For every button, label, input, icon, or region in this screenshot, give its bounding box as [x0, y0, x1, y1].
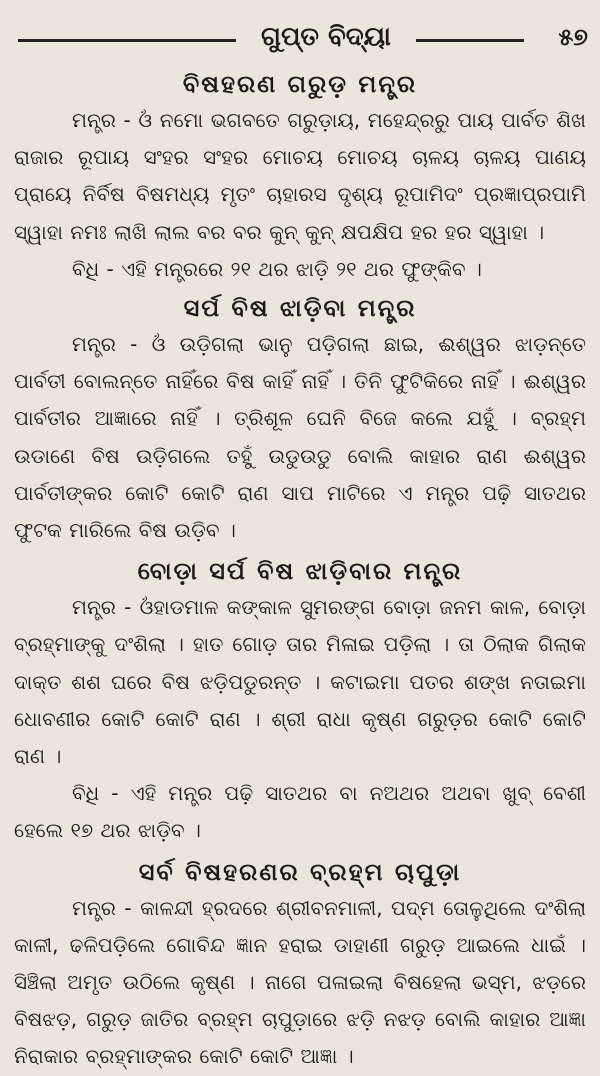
running-title: ଗୁପ୍ତ ବିଦ୍ୟା: [260, 22, 391, 52]
section-heading-brahma-chapuda: ସର୍ବ ବିଷହରଣର ବ୍ରହ୍ମ ଚାପୁଡ଼ା: [138, 857, 462, 886]
mantra-paragraph: ମନ୍ତ୍ର - ଓଁ ଉଡ଼ିଗଲା ଭାନୁ ପଡ଼ିଗଲା ଛାଇ, ଈଶ୍ୱର ଝାଡ଼ନ୍ତେ ପାର୍ବତୀ ବୋଲନ୍ତେ ନାହିଁରେ ବିଷ କାହିଁ ନାହିଁ । ତିନି ଫୁଟିକିରେ ନାହିଁ । ଈଶ୍ୱର ପାର୍ବତୀର ଆଜ୍ଞାରେ ନାହିଁ । ତ୍ରିଶୂଳ ଘେନି ବିଜେ କଲେ ଯହୁଁ । ବ୍ରହ୍ମ ଉଡାଣେ ବିଷ ଉଡ଼ିଗଲେ ତହୁଁ ଉଡୁଉଡୁ ବୋଲି କାହାର ରାଣ ଈଶ୍ୱର ପାର୍ବତୀଙ୍କର କୋଟି କୋଟି ରାଣ ସାପ ମାଟିରେ ଏ ମନ୍ତ୍ର ପଢ଼ି ସାତଥର ଫୁଟକ ମାରିଲେ ବିଷ ଉଡ଼ିବ ।: [14, 332, 586, 543]
section-heading-boda-snake-mantra: ବୋଡ଼ା ସର୍ପ ବିଷ ଝାଡ଼ିବାର ମନ୍ତ୍ର: [137, 557, 463, 586]
section-heading-garuda-mantra: ବିଷହରଣ ଗରୁଡ଼ ମନ୍ତ୍ର: [182, 70, 418, 98]
header-rule-right: [416, 39, 524, 42]
page-content: [14, 66, 586, 1076]
section-heading-snake-venom-mantra: ସର୍ପ ବିଷ ଝାଡ଼ିବା ମନ୍ତ୍ର: [183, 294, 417, 323]
header-rule-left: [18, 39, 236, 42]
mantra-paragraph: ମନ୍ତ୍ର - କାଳନ୍ଦୀ ହ୍ରଦରେ ଶ୍ରୀବନମାଳୀ, ପଦ୍ମ ତୋଳୁଥିଲେ ଦଂଶିଲା କାଳୀ, ଢଳିପଡ଼ିଲେ ଗୋବିନ୍ଦ ଜ୍ଞାନ ହରାଇ ଡାହାଣୀ ଗରୁଡ଼ ଆଇଲେ ଧାଇଁ । ସିଞ୍ଚିଲା ଅମୃତ ଉଠିଲେ କୃଷ୍ଣ । ନାଗେ ପଳାଇଲା ବିଷହେଲା ଭସ୍ମ, ଝଡ଼ରେ ବିଷଝଡ଼, ଗରୁଡ଼ ଜାତିର ବ୍ରହ୍ମ ଚାପୁଡ଼ାରେ ଝଡ଼ି ନଝଡ଼ ବୋଲି କାହାର ଆଜ୍ଞା ନିରାକାର ବ୍ରହ୍ମାଙ୍କର କୋଟି କୋଟି ଆଜ୍ଞା ।: [14, 895, 586, 1069]
method-paragraph: ବିଧି - ଏହି ମନ୍ତ୍ର ପଢ଼ି ସାତଥର ବା ନଅଥର ଅଥବା ଖୁବ୍ ବେଶୀ ହେଲେ ୧୭ ଥର ଝାଡ଼ିବ ।: [14, 781, 586, 843]
page-header: [18, 20, 588, 54]
page-number: ୫୭: [558, 23, 588, 51]
method-paragraph: ବିଧି - ଏହି ମନ୍ତ୍ରରେ ୨୧ ଥର ଝାଡ଼ି ୨୧ ଥର ଫୁଙ୍କିବ ।: [72, 256, 482, 281]
mantra-paragraph: ମନ୍ତ୍ର - ଓଁହାଡମାଳ କଙ୍କାଳ ସୁମରଙ୍ଗ ବୋଡ଼ା ଜନମ କାଳ, ବୋଡ଼ା ବ୍ରହ୍ମାଙ୍କୁ ଦଂଶିଲା । ହାତ ଗୋଡ଼ ତାର ମିଳାଇ ପଡ଼ିଲା । ତା ଠିଲାକ ଗିଲାକ ଦାକ୍ତ ଶଶ ଘରେ ବିଷ ଝଡ଼ିପଡୁରନ୍ତ । କଟାଇମା ପତର ଶଙ୍ଖ ନତାଇମା ଧୋବଣୀର କୋଟି କୋଟି ରାଣ । ଶ୍ରୀ ରାଧା କୃଷ୍ଣ ଗରୁଡ଼ର କୋଟି କୋଟି ରାଣ ।: [14, 595, 586, 769]
mantra-paragraph: ମନ୍ତ୍ର - ଓଁ ନମୋ ଭଗବତେ ଗରୁଡ଼ାୟ, ମହେନ୍ଦ୍ରରୁ ପାୟ ପାର୍ବତ ଶିଖ ରାଜାର ରୂପାୟ ସଂହର ସଂହର ମୋଚୟ ମୋଚୟ ଚାଳୟ ଚାଳୟ ପାଣୟ ପ୍ରାୟେ ନିର୍ବିଷ ବିଷମଧ୍ୟ ମୃତଂ ଚାହାରସ ଦୃଶ୍ୟ ରୂପାମିଦଂ ପ୍ରଜ୍ଞାପ୍ରପାମି ସ୍ୱାହା ନମଃ ଲାଖି ଲାଲ ବର ବର କୁନ୍ କୁନ୍ କ୍ଷପକ୍ଷିପ ହର ହର ସ୍ୱାହା ।: [14, 108, 586, 244]
